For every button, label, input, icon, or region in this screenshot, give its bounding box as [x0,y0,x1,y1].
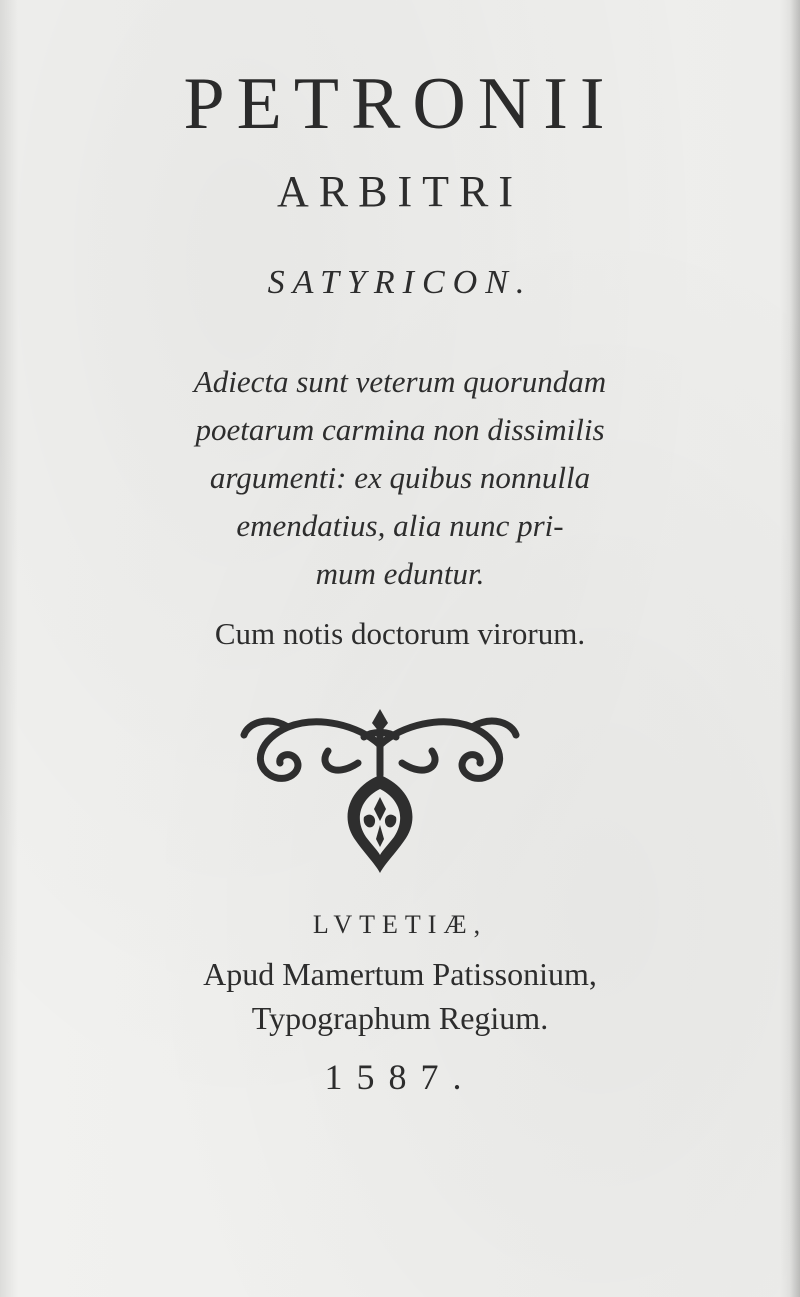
work-title: SATYRICON. [267,264,533,301]
description-line: emendatius, alia nunc pri- [236,508,564,543]
description-line: argumenti: ex quibus nonnulla [209,460,591,495]
imprint-place: LVTETIÆ, [312,910,488,939]
notes-line: Cum notis doctorum virorum. [214,616,586,651]
description-line: Adiecta sunt veterum quorundam [193,364,607,399]
imprint-printer [0,952,800,1040]
description-paragraph [0,358,800,598]
printer-line: Typographum Regium. [251,1000,549,1036]
imprint-year: 1587. [324,1057,476,1097]
description-line: mum eduntur. [315,556,485,591]
page-edge-shadow [790,0,800,1297]
printer-ornament-icon [238,705,522,875]
author-name: PETRONII [183,63,617,145]
printer-line: Apud Mamertum Patissonium, [203,956,597,992]
description-line: poetarum carmina non dissimilis [195,412,605,447]
author-epithet: ARBITRI [277,167,523,216]
